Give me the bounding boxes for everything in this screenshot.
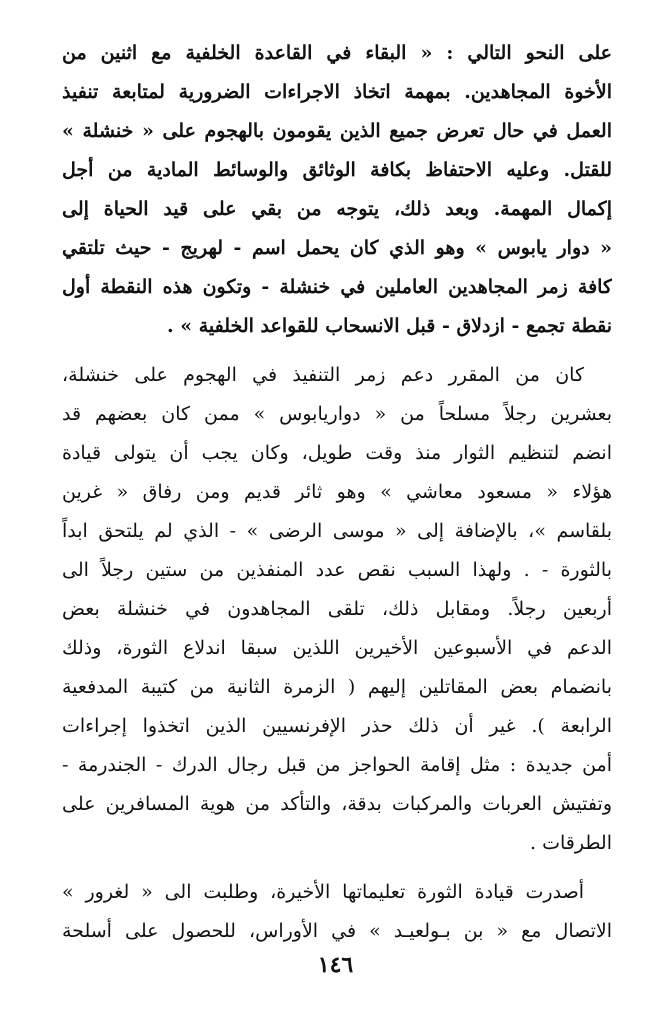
text-line: وتفتيش العربات والمركبات بدقة، والتأكد من هوية المسافرين على: [62, 793, 612, 815]
text-line: بانضمام بعض المقاتلين إليهم ( الزمرة الثانية من كتيبة المدفعية: [62, 676, 612, 698]
text-line: أصدرت قيادة الثورة تعليماتها الأخيرة، وطلبت الى « لغرور »: [62, 881, 584, 903]
text-line: الأخوة المجاهدين. بمهمة اتخاذ الاجراءات الضرورية لمتابعة تنفيذ: [62, 81, 612, 103]
text-line: العمل في حال تعرض جميع الذين يقومون بالهجوم على « خنشلة »: [62, 120, 612, 142]
text-line: أمن جديدة : مثل إقامة الحواجز من قبل رجال الدرك - الجندرمة -: [62, 754, 612, 776]
text-line: بعشرين رجلاً مسلحاً من « دواريابوس » ممن كان بعضهم قد: [62, 403, 612, 425]
text-line: بالثورة - . ولهذا السبب نقص عدد المنفذين من ستين رجلاً الى: [62, 559, 612, 581]
text-line: على النحو التالي : « البقاء في القاعدة الخلفية مع اثنين من: [62, 42, 612, 64]
paragraph-gap: [62, 863, 612, 873]
text-line: الطرقات .: [530, 832, 612, 854]
text-line: انضم لتنظيم الثوار منذ وقت طويل، وكان يجب أن يتولى قيادة: [62, 442, 612, 464]
page-number: ١٤٦: [317, 952, 354, 978]
text-line: الاتصال مع « بن بـولعيـد » في الأوراس، للحصول على أسلحة: [62, 920, 612, 942]
text-line: بلقاسم »، بالإضافة إلى « موسى الرضى » - الذي لم يلتحق ابداً: [62, 520, 612, 542]
paragraph-3: [62, 873, 612, 951]
text-line: للقتل. وعليه الاحتفاظ بكافة الوثائق والوسائط المادية من أجل: [62, 159, 612, 181]
text-line: كافة زمر المجاهدين العاملين في خنشلة - وتكون هذه النقطة أول: [62, 276, 612, 298]
text-line: الرابعة ). غير أن ذلك حذر الإفرنسيين الذين اتخذوا إجراءات: [62, 715, 612, 737]
paragraph-1: [62, 34, 612, 346]
text-line: « دوار يابوس » وهو الذي كان يحمل اسم - لهريج - حيث تلتقي: [62, 237, 612, 259]
document-page: [62, 34, 612, 951]
paragraph-gap: [62, 346, 612, 356]
text-line: الدعم في الأسبوعين الأخيرين اللذين سبقا اندلاع الثورة، وذلك: [62, 637, 612, 659]
text-line: كان من المقرر دعم زمر التنفيذ في الهجوم على خنشلة،: [62, 364, 584, 386]
text-line: إكمال المهمة. وبعد ذلك، يتوجه من بقي على قيد الحياة إلى: [62, 198, 612, 220]
paragraph-2: [62, 356, 612, 863]
text-line: نقطة تجمع - ازدلاق - قبل الانسحاب للقواعد الخلفية » .: [167, 315, 612, 337]
text-line: أربعين رجلاً. ومقابل ذلك، تلقى المجاهدون في خنشلة بعض: [62, 598, 612, 620]
text-line: هؤلاء « مسعود معاشي » وهو ثائر قديم ومن رفاق « غرين: [62, 481, 612, 503]
